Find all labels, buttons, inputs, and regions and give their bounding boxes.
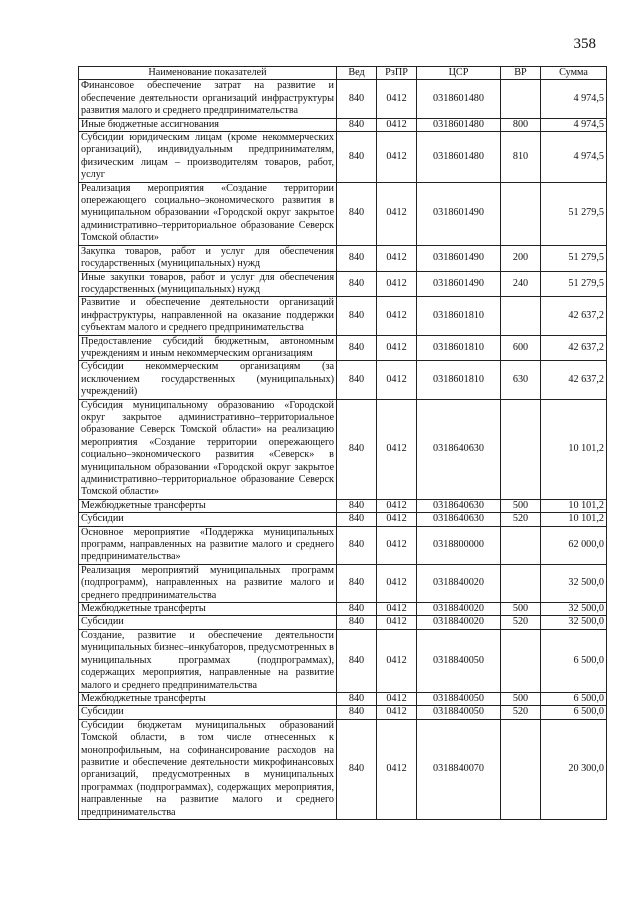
cell-vr: 200 [501,245,541,271]
cell-csr: 0318601480 [417,132,501,183]
cell-csr: 0318640630 [417,513,501,526]
table-row [79,245,607,271]
cell-sum: 4 974,5 [541,118,607,131]
cell-name: Закупка товаров, работ и услуг для обеспечения государственных (муниципальных) нужд [79,245,337,271]
cell-rzpr: 0412 [377,603,417,616]
cell-vr: 520 [501,616,541,629]
cell-ved: 840 [337,629,377,692]
table-header-row [79,67,607,80]
cell-sum: 51 279,5 [541,271,607,297]
cell-ved: 840 [337,603,377,616]
cell-sum: 32 500,0 [541,603,607,616]
cell-sum: 51 279,5 [541,245,607,271]
header-vr: ВР [501,67,541,80]
cell-rzpr: 0412 [377,132,417,183]
cell-sum: 10 101,2 [541,399,607,499]
table-body [79,80,607,820]
cell-csr: 0318840020 [417,564,501,602]
cell-ved: 840 [337,297,377,335]
cell-name: Основное мероприятие «Поддержка муниципальных программ, направленных на развитие малого и среднего предпринимательства» [79,526,337,564]
cell-rzpr: 0412 [377,526,417,564]
cell-sum: 51 279,5 [541,182,607,245]
cell-vr: 600 [501,335,541,361]
cell-name: Финансовое обеспечение затрат на развитие и обеспечение деятельности организаций инфраструктуры развития малого и среднего предпринимательства [79,80,337,118]
cell-vr [501,629,541,692]
cell-sum: 6 500,0 [541,706,607,719]
cell-ved: 840 [337,80,377,118]
cell-sum: 4 974,5 [541,132,607,183]
cell-sum: 42 637,2 [541,335,607,361]
cell-ved: 840 [337,706,377,719]
cell-rzpr: 0412 [377,182,417,245]
cell-vr: 630 [501,361,541,399]
table-row [79,271,607,297]
cell-ved: 840 [337,499,377,512]
table-row [79,564,607,602]
cell-rzpr: 0412 [377,564,417,602]
table-row [79,297,607,335]
cell-rzpr: 0412 [377,692,417,705]
cell-rzpr: 0412 [377,80,417,118]
cell-vr: 520 [501,706,541,719]
cell-name: Межбюджетные трансферты [79,603,337,616]
cell-vr: 240 [501,271,541,297]
table-row [79,399,607,499]
table-row [79,603,607,616]
cell-csr: 0318840050 [417,706,501,719]
cell-name: Межбюджетные трансферты [79,499,337,512]
cell-rzpr: 0412 [377,499,417,512]
cell-ved: 840 [337,692,377,705]
cell-rzpr: 0412 [377,616,417,629]
cell-csr: 0318840020 [417,603,501,616]
cell-name: Межбюджетные трансферты [79,692,337,705]
table-row [79,692,607,705]
cell-sum: 42 637,2 [541,297,607,335]
table-row [79,335,607,361]
cell-vr [501,399,541,499]
table-row [79,526,607,564]
cell-name: Субсидии [79,706,337,719]
cell-ved: 840 [337,245,377,271]
cell-ved: 840 [337,271,377,297]
cell-rzpr: 0412 [377,361,417,399]
cell-name: Субсидии [79,616,337,629]
cell-csr: 0318840020 [417,616,501,629]
header-csr: ЦСР [417,67,501,80]
cell-name: Субсидии [79,513,337,526]
cell-sum: 10 101,2 [541,513,607,526]
cell-csr: 0318640630 [417,499,501,512]
cell-csr: 0318601490 [417,271,501,297]
cell-sum: 42 637,2 [541,361,607,399]
table-row [79,80,607,118]
header-rzpr: РзПР [377,67,417,80]
table-row [79,513,607,526]
cell-sum: 10 101,2 [541,499,607,512]
cell-ved: 840 [337,361,377,399]
cell-csr: 0318840050 [417,629,501,692]
cell-rzpr: 0412 [377,245,417,271]
cell-vr: 500 [501,692,541,705]
table-row [79,706,607,719]
cell-name: Предоставление субсидий бюджетным, автономным учреждениям и иным некоммерческим организациям [79,335,337,361]
cell-ved: 840 [337,616,377,629]
cell-vr [501,526,541,564]
cell-csr: 0318601810 [417,297,501,335]
cell-rzpr: 0412 [377,399,417,499]
header-sum: Сумма [541,67,607,80]
cell-sum: 4 974,5 [541,80,607,118]
cell-ved: 840 [337,182,377,245]
cell-name: Иные бюджетные ассигнования [79,118,337,131]
cell-ved: 840 [337,335,377,361]
table-row [79,118,607,131]
table-row [79,361,607,399]
cell-name: Развитие и обеспечение деятельности организаций инфраструктуры, направленной на оказание поддержки субъектам малого и среднего предпринимательства [79,297,337,335]
table-row [79,616,607,629]
table-row [79,629,607,692]
table-row [79,182,607,245]
cell-ved: 840 [337,526,377,564]
cell-name: Иные закупки товаров, работ и услуг для обеспечения государственных (муниципальных) нужд [79,271,337,297]
cell-ved: 840 [337,564,377,602]
cell-name: Субсидия муниципальному образованию «Городской округ закрытое административно–территориальное образование Северск Томской области» на реализацию мероприятия «Создание территории опережающего социально–экономического развития «Северск» в муниципальном образовании «Городской округ закрытое административно–территориальное образование Северск Томской области» [79,399,337,499]
cell-vr: 500 [501,603,541,616]
table-row [79,132,607,183]
cell-csr: 0318800000 [417,526,501,564]
cell-sum: 20 300,0 [541,719,607,819]
cell-name: Реализация мероприятий муниципальных программ (подпрограмм), направленных на развитие малого и среднего предпринимательства [79,564,337,602]
cell-rzpr: 0412 [377,271,417,297]
cell-vr: 810 [501,132,541,183]
header-name: Наименование показателей [79,67,337,80]
cell-ved: 840 [337,513,377,526]
budget-table [78,66,607,820]
cell-csr: 0318601810 [417,361,501,399]
cell-ved: 840 [337,132,377,183]
cell-sum: 62 000,0 [541,526,607,564]
cell-ved: 840 [337,719,377,819]
cell-name: Реализация мероприятия «Создание территории опережающего социально–экономического развития в муниципальном образовании «Городской округ закрытое административно–территориальное образование Северск Томской области» [79,182,337,245]
cell-vr: 500 [501,499,541,512]
cell-rzpr: 0412 [377,297,417,335]
cell-rzpr: 0412 [377,706,417,719]
cell-csr: 0318840070 [417,719,501,819]
cell-name: Субсидии юридическим лицам (кроме некоммерческих организаций), индивидуальным предпринимателям, физическим лицам – производителям товаров, работ, услуг [79,132,337,183]
cell-vr [501,564,541,602]
cell-sum: 32 500,0 [541,616,607,629]
cell-rzpr: 0412 [377,118,417,131]
cell-csr: 0318840050 [417,692,501,705]
cell-vr [501,80,541,118]
cell-vr: 800 [501,118,541,131]
cell-ved: 840 [337,399,377,499]
cell-rzpr: 0412 [377,629,417,692]
cell-name: Субсидии бюджетам муниципальных образований Томской области, в том числе отнесенных к монопрофильным, на софинансирование расходов на развитие и обеспечение деятельности микрофинансовых организаций, предусмотренных в муниципальных программах (подпрограммах), содержащих мероприятия, направленные на развитие малого и среднего предпринимательства [79,719,337,819]
cell-csr: 0318601490 [417,182,501,245]
table-row [79,499,607,512]
cell-ved: 840 [337,118,377,131]
cell-csr: 0318601810 [417,335,501,361]
cell-name: Создание, развитие и обеспечение деятельности муниципальных бизнес–инкубаторов, предусмотренных в муниципальных программах (подпрограммах), содержащих мероприятия, направленные на развитие малого и среднего предпринимательства [79,629,337,692]
cell-sum: 6 500,0 [541,692,607,705]
cell-vr: 520 [501,513,541,526]
page-number: 358 [573,36,596,52]
cell-vr [501,297,541,335]
cell-vr [501,719,541,819]
cell-csr: 0318601480 [417,80,501,118]
cell-vr [501,182,541,245]
cell-rzpr: 0412 [377,719,417,819]
cell-rzpr: 0412 [377,335,417,361]
cell-csr: 0318601480 [417,118,501,131]
cell-csr: 0318640630 [417,399,501,499]
cell-csr: 0318601490 [417,245,501,271]
header-ved: Вед [337,67,377,80]
table-row [79,719,607,819]
cell-sum: 32 500,0 [541,564,607,602]
cell-sum: 6 500,0 [541,629,607,692]
cell-name: Субсидии некоммерческим организациям (за исключением государственных (муниципальных) учреждений) [79,361,337,399]
cell-rzpr: 0412 [377,513,417,526]
